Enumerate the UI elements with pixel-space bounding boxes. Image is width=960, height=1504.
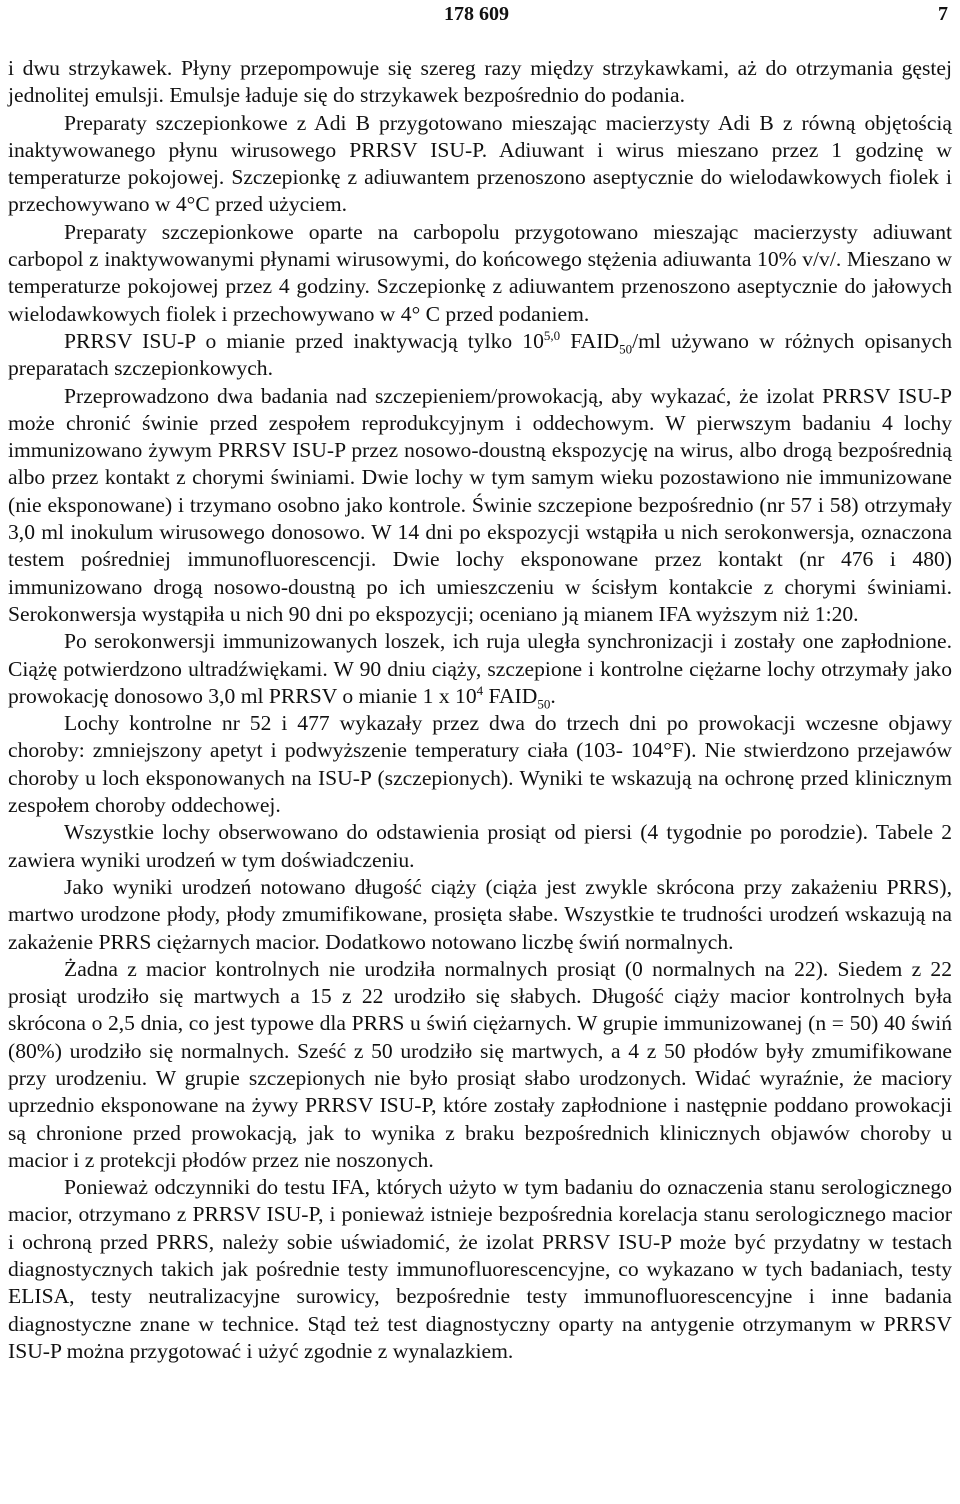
paragraph: Przeprowadzono dwa badania nad szczepieniem/prowokacją, aby wykazać, że izolat PRRSV ISU-P może chronić świnie przed zespołem reprodukcyjnym i oddechowym. W pierwszym badaniu 4 lochy immunizowano żywym PRRSV ISU-P przez nosowo-doustną ekspozycję na wirus, albo drogą bezpośrednią albo przez kontakt z chorymi świniami. Dwie lochy w tym samym wieku pozostawiono nie immunizowane (nie eksponowane) i trzymano osobno jako kontrole. Świnie szczepione bezpośrednio (nr 57 i 58) otrzymały 3,0 ml inokulum wirusowego donosowo. W 14 dni po ekspozycji wstąpiła u nich serokonwersja, oznaczona testem pośredniej immunofluorescencji. Dwie lochy eksponowane przez kontakt (nr 476 i 480) immunizowano drogą nosowo-doustną po ich umieszczeniu w ścisłym kontakcie z chorymi świniami. Serokonwersja wystąpiła u nich 90 dni po ekspozycji; oceniano ją mianem IFA wyższym niż 1:20. <box>8 383 952 626</box>
paragraph: Preparaty szczepionkowe oparte na carbopolu przygotowano mieszając macierzysty adiuwant carbopol z inaktywowanymi płynami wirusowymi, do końcowego stężenia adiuwanta 10% v/v/. Mieszano w temperaturze pokojowej przez 4 godziny. Szczepionkę z adiuwantem przenoszono aseptycznie do jałowych wielodawkowych fiolek i przechowywano w 4° C przed podaniem. <box>8 219 952 326</box>
text-span: PRRSV ISU-P o mianie przed inaktywacją tylko 10 <box>64 328 544 353</box>
paragraph: Wszystkie lochy obserwowano do odstawienia prosiąt od piersi (4 tygodnie po porodzie). Tabele 2 zawiera wyniki urodzeń w tym doświadczeniu. <box>8 820 952 872</box>
text-span: . <box>550 683 556 708</box>
subscript: 50 <box>619 341 633 357</box>
paragraph <box>8 628 952 710</box>
paragraph <box>8 328 952 383</box>
body-text <box>8 55 952 1365</box>
document-number: 178 609 <box>444 3 509 25</box>
text-span: /ml używano w różnych opisanych preparatach szczepionkowych. <box>8 328 953 381</box>
paragraph: i dwu strzykawek. Płyny przepompowuje się szereg razy między strzykawkami, aż do otrzymania gęstej jednolitej emulsji. Emulsje ładuje się do strzykawek bezpośrednio do podania. <box>8 56 952 108</box>
page-header <box>0 0 960 28</box>
text-span: FAID <box>560 328 620 353</box>
paragraph: Żadna z macior kontrolnych nie urodziła normalnych prosiąt (0 normalnych na 22). Siedem z 22 prosiąt urodziło się martwych a 15 z 22 urodziło się słabych. Długość ciąży macior kontrolnych była skrócona o 2,5 dnia, co jest typowe dla PRRS u świń ciężarnych. W grupie immunizowanej (n = 50) 40 świń (80%) urodziło się normalnych. Sześć z 50 urodziło się martwych, a 4 z 50 płodów były zmumifikowane przy urodzeniu. W grupie szczepionych nie było prosiąt słabo urodzonych. Widać wyraźnie, że maciory uprzednio eksponowane na żywy PRRSV ISU-P, które zostały zapłodnione i następnie poddano prowokacji są chronione przed prowokacją, jak to wynika z braku bezpośrednich klinicznych objawów choroby u macior i z protekcji płodów przez nie noszonych. <box>8 956 952 1172</box>
superscript: 5,0 <box>543 327 561 343</box>
text-span: Po serokonwersji immunizowanych loszek, ich ruja uległa synchronizacji i zostały one zapłodnione. Ciążę potwierdzono ultradźwiękami. W 90 dniu ciąży, szczepione i kontrolne ciężarne lochy otrzymały jako prowokację donosowo 3,0 ml PRRSV o mianie 1 x 10 <box>8 629 952 708</box>
text-span: FAID <box>483 683 538 708</box>
page-number: 7 <box>938 3 948 25</box>
subscript: 50 <box>537 696 551 712</box>
superscript: 4 <box>476 682 484 698</box>
paragraph: Preparaty szczepionkowe z Adi B przygotowano mieszając macierzysty Adi B z równą objętością inaktywowanego płynu wirusowego PRRSV ISU-P. Adiuwant i wirus mieszano przez 1 godzinę w temperaturze pokojowej. Szczepionkę z adiuwantem przenoszono aseptycznie do wielodawkowych fiolek i przechowywano w 4°C przed użyciem. <box>8 110 952 217</box>
paragraph: Jako wyniki urodzeń notowano długość ciąży (ciąża jest zwykle skrócona przy zakażeniu PRRS), martwo urodzone płody, płody zmumifikowane, prosięta słabe. Wszystkie te trudności urodzeń wskazują na zakażenie PRRS ciężarnych macior. Dodatkowo notowano liczbę świń normalnych. <box>8 874 952 954</box>
paragraph: Lochy kontrolne nr 52 i 477 wykazały przez dwa do trzech dni po prowokacji wczesne objawy choroby: zmniejszony apetyt i podwyższenie temperatury ciała (103- 104°F). Nie stwierdzono przejawów choroby u loch eksponowanych na ISU-P (szczepionych). Wyniki te wskazują na ochronę przed klinicznym zespołem choroby oddechowej. <box>8 711 952 818</box>
paragraph: Ponieważ odczynniki do testu IFA, których użyto w tym badaniu do oznaczenia stanu serologicznego macior, otrzymano z PRRSV ISU-P, i ponieważ istnieje bezpośrednia korelacja stanu serologicznego macior i ochroną przed PRRS, należy sobie uświadomić, że izolat PRRSV ISU-P może być przydatny w testach diagnostycznych takich jak pośrednie testy immunofluorescencyjne, co wykazano w tych badaniach, testy ELISA, testy neutralizacyjne surowicy, bezpośrednie testy immunofluorescencyjne i inne badania diagnostyczne znane w technice. Stąd też test diagnostyczny oparty na antygenie otrzymanym w PRRSV ISU-P można przygotować i użyć zgodnie z wynalazkiem. <box>8 1175 952 1363</box>
